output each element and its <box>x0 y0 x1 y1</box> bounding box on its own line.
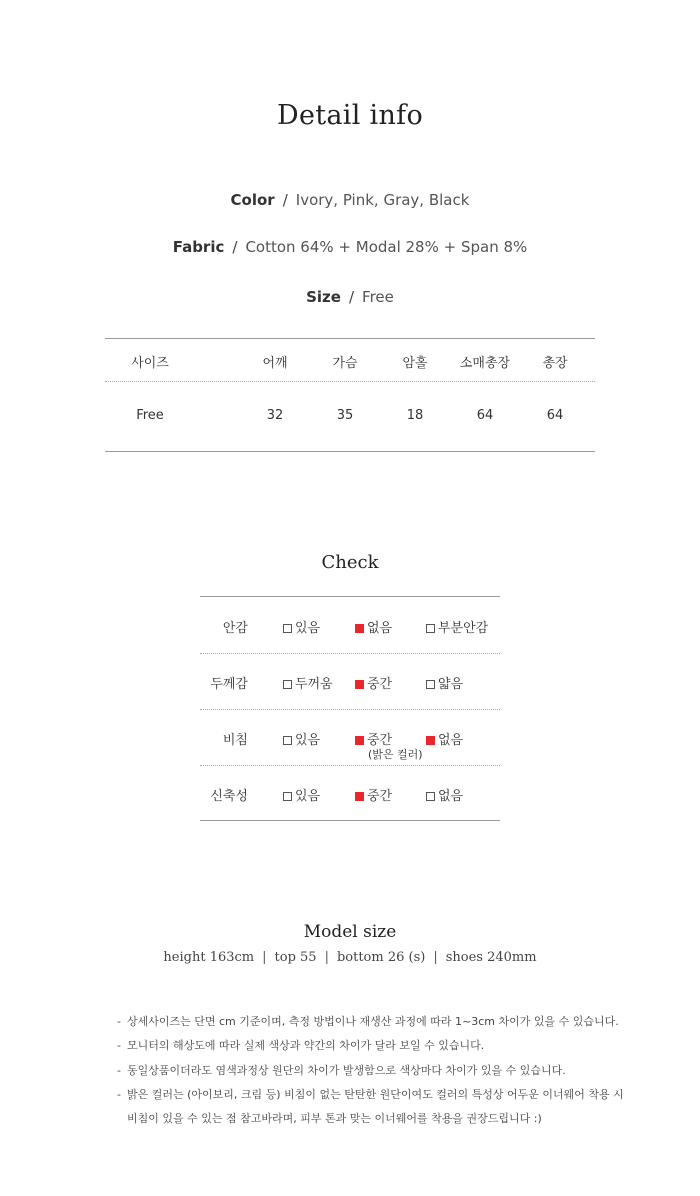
model-separator: | <box>324 950 329 965</box>
note-item <box>117 1110 542 1126</box>
spec-separator: / <box>348 288 355 306</box>
check-option-label: 중간 <box>367 677 393 692</box>
check-option-label: 부분안감 <box>438 621 489 636</box>
check-option <box>283 729 320 748</box>
check-option-label: 얇음 <box>438 677 464 692</box>
spec-separator: / <box>232 238 238 256</box>
checkbox-empty-icon <box>426 624 435 633</box>
note-item <box>117 1013 619 1029</box>
check-option-label: 중간 <box>367 789 393 804</box>
note-text: 동일상품이더라도 염색과정상 원단의 차이가 발생함으로 색상마다 차이가 있을 수 있습니다. <box>127 1064 566 1077</box>
check-option <box>426 729 463 748</box>
note-dash: - <box>117 1088 121 1101</box>
check-row-lining <box>200 597 500 654</box>
size-header-cell: 총장 <box>542 356 568 371</box>
note-text: 상세사이즈는 단면 cm 기준이며, 측정 방법이나 재생산 과정에 따라 1~3cm 차이가 있을 수 있습니다. <box>127 1015 619 1028</box>
checkbox-empty-icon <box>283 624 292 633</box>
checkbox-checked-icon <box>355 680 364 689</box>
size-cell: 32 <box>266 408 284 423</box>
check-row-stretch <box>200 765 500 821</box>
check-title: Check <box>321 552 379 573</box>
model-shoes: shoes 240mm <box>445 950 537 965</box>
check-option-label: 없음 <box>367 621 393 636</box>
size-header-cell: 가슴 <box>332 356 358 371</box>
checkbox-checked-icon <box>426 736 435 745</box>
check-row-thickness <box>200 653 500 710</box>
spec-separator: / <box>282 191 288 209</box>
checkbox-empty-icon <box>426 680 435 689</box>
check-option-label: 있음 <box>295 789 321 804</box>
note-text: 모니터의 해상도에 따라 실제 색상과 약간의 차이가 달라 보일 수 있습니다. <box>127 1039 485 1052</box>
checkbox-empty-icon <box>283 736 292 745</box>
note-dash: - <box>117 1039 121 1052</box>
check-row-label: 두께감 <box>210 677 248 692</box>
check-option-label: 중간 <box>367 733 393 748</box>
check-option-label: 없음 <box>438 789 464 804</box>
page-title: Detail info <box>277 100 423 131</box>
check-option <box>426 617 488 636</box>
size-header-cell: 암홀 <box>402 356 428 371</box>
note-text: 밝은 컬러는 (아이보리, 크림 등) 비침이 없는 탄탄한 원단이여도 컬러의 특성상 어두운 이너웨어 착용 시 <box>127 1088 624 1101</box>
note-item <box>117 1086 624 1102</box>
spec-color-value: Ivory, Pink, Gray, Black <box>295 191 470 209</box>
check-option-label: 있음 <box>295 733 321 748</box>
check-row-label: 신축성 <box>210 789 248 804</box>
note-dash: - <box>117 1015 121 1028</box>
size-cell: 18 <box>406 408 424 423</box>
size-header-cell: 어깨 <box>262 356 288 371</box>
spec-fabric <box>0 238 700 256</box>
size-cell: 35 <box>336 408 354 423</box>
size-cell: 64 <box>546 408 564 423</box>
check-row-sheerness <box>200 709 500 766</box>
spec-size-label: Size <box>306 288 341 306</box>
size-header-cell: 소매총장 <box>459 356 511 371</box>
note-dash: - <box>117 1064 121 1077</box>
check-option <box>283 785 320 804</box>
check-option <box>355 617 392 636</box>
check-option <box>426 673 463 692</box>
model-size-details <box>0 950 700 965</box>
checkbox-empty-icon <box>283 680 292 689</box>
model-separator: | <box>262 950 267 965</box>
note-item <box>117 1062 566 1078</box>
size-header-cell: 사이즈 <box>131 356 169 371</box>
checkbox-checked-icon <box>355 792 364 801</box>
check-option-label: 있음 <box>295 621 321 636</box>
model-separator: | <box>433 950 438 965</box>
size-table-header <box>105 339 595 382</box>
model-top: top 55 <box>274 950 317 965</box>
check-option <box>283 673 333 692</box>
check-option-note: (밝은 컬러) <box>368 748 423 761</box>
size-table <box>105 338 595 452</box>
check-row-label: 비침 <box>222 733 248 748</box>
spec-fabric-value: Cotton 64% + Modal 28% + Span 8% <box>245 238 528 256</box>
note-text: 비침이 있을 수 있는 점 참고바라며, 피부 톤과 맞는 이너웨어를 착용을 권장드립니다 :) <box>127 1112 542 1125</box>
check-option <box>355 673 392 692</box>
checkbox-empty-icon <box>426 792 435 801</box>
size-cell: 64 <box>476 408 494 423</box>
spec-size <box>0 288 700 306</box>
model-height: height 163cm <box>163 950 255 965</box>
spec-fabric-label: Fabric <box>172 238 225 256</box>
check-option-label: 없음 <box>438 733 464 748</box>
spec-size-value: Free <box>362 288 394 306</box>
check-table <box>200 596 500 821</box>
checkbox-checked-icon <box>355 624 364 633</box>
spec-color-label: Color <box>230 191 275 209</box>
check-row-label: 안감 <box>222 621 248 636</box>
check-option <box>355 785 392 804</box>
size-cell: Free <box>136 408 164 423</box>
check-option-label: 두꺼움 <box>295 677 333 692</box>
note-item <box>117 1037 484 1053</box>
checkbox-empty-icon <box>283 792 292 801</box>
model-bottom: bottom 26 (s) <box>336 950 426 965</box>
model-size-title: Model size <box>303 922 397 942</box>
spec-color <box>0 191 700 209</box>
check-option <box>283 617 320 636</box>
checkbox-checked-icon <box>355 736 364 745</box>
check-option <box>426 785 463 804</box>
